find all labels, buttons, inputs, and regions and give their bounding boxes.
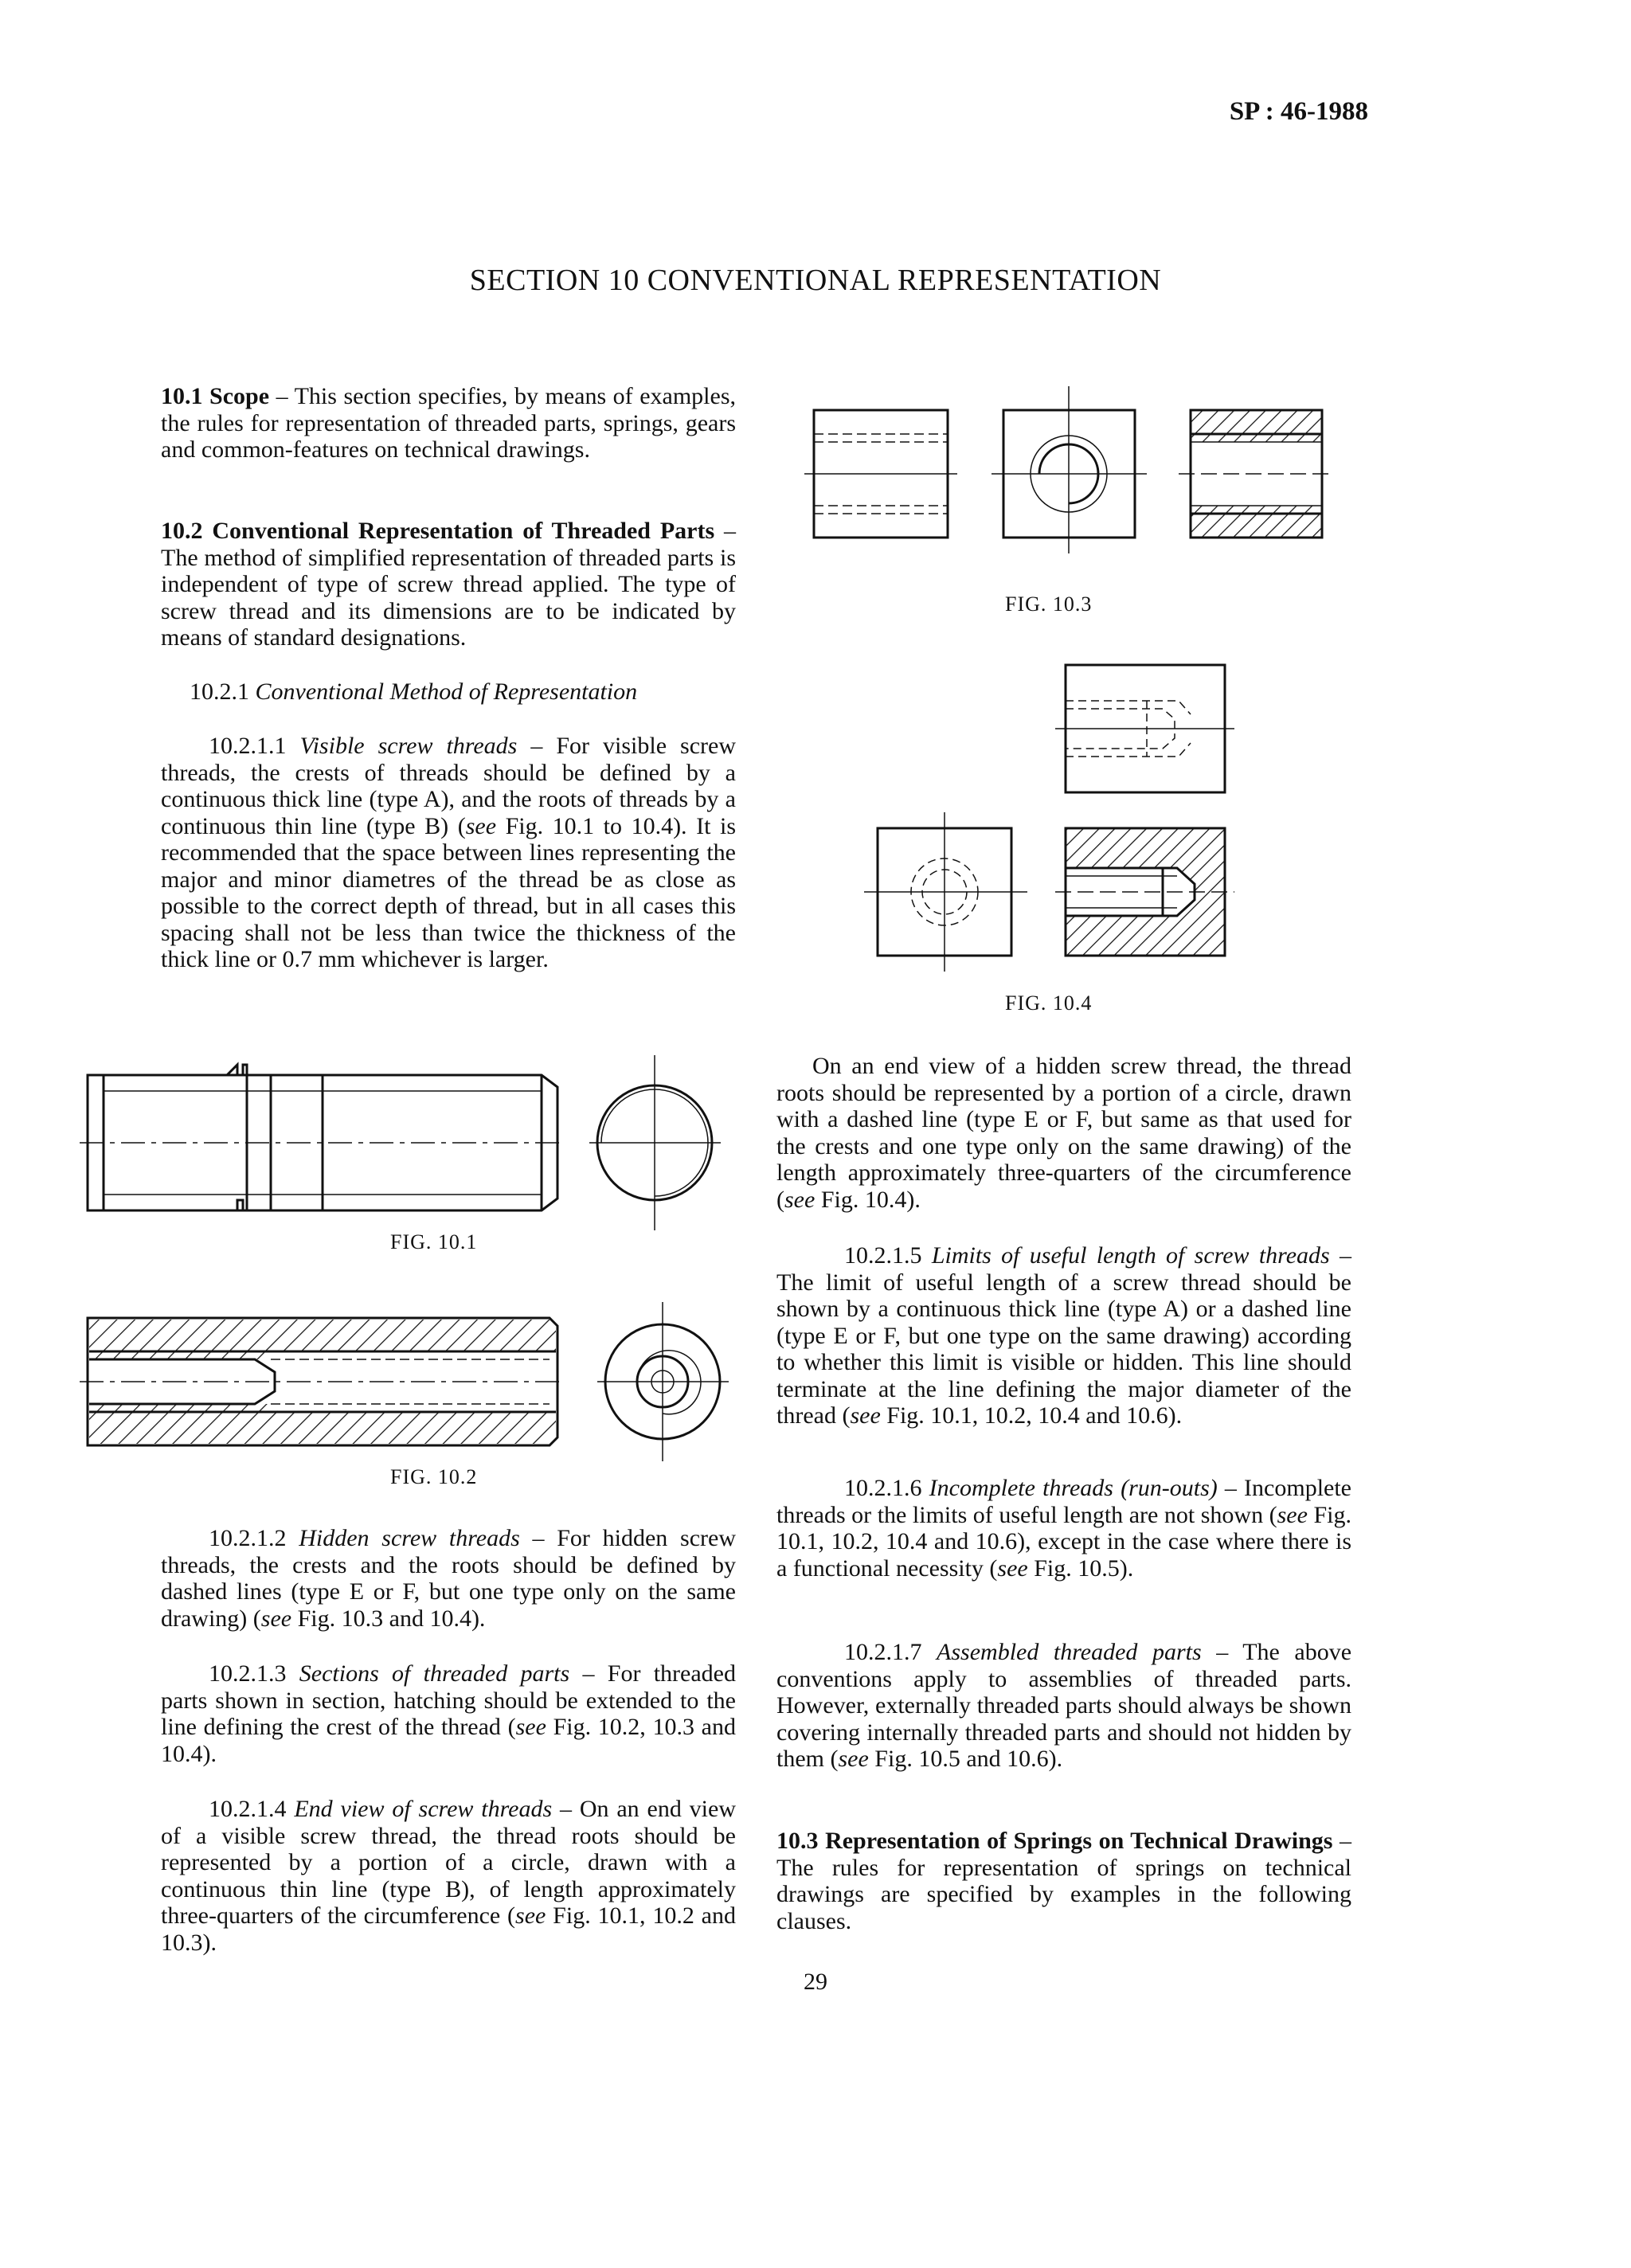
para-10-2-1-5: 10.2.1.5 Limits of useful length of screw threads – The limit of useful length of a screw thread should be shown by a continuous thick line (type A) or a dashed line (type E or F, but one type on the same drawing) according to whether this limit is visible or hidden. This line should terminate at the line defining the major diameter of the thread (see Fig. 10.1, 10.2, 10.4 and 10.6). — [776, 1242, 1352, 1429]
para-10-2-1-3: 10.2.1.3 Sections of threaded parts – For threaded parts shown in section, hatching should be extended to the line defining the crest of the thread (see Fig. 10.2, 10.3 and 10.4). — [161, 1660, 736, 1767]
para-10-2: 10.2 Conventional Representation of Threaded Parts – The method of simplified representation of threaded parts is independent of type of screw thread applied. The type of screw thread and its dimensions are to be indicated by means of standard designations. — [161, 518, 736, 651]
fig-10-1-drawing — [80, 1055, 733, 1230]
fig-10-4-drawing — [860, 657, 1290, 991]
section-title: SECTION 10 CONVENTIONAL REPRESENTATION — [469, 264, 1162, 297]
para-10-2-1-2: 10.2.1.2 Hidden screw threads – For hidden screw threads, the crests and the roots should be defined by dashed lines (type E or F, but one type only on the same drawing) (see Fig. 10.3 and 10.4). — [161, 1525, 736, 1632]
document-code: SP : 46-1988 — [1229, 97, 1368, 126]
para-10-1: 10.1 Scope – This section specifies, by means of examples, the rules for representation of threaded parts, springs, gears and common-features on technical drawings. — [161, 383, 736, 463]
fig-10-3-caption: FIG. 10.3 — [1005, 592, 1093, 616]
para-10-2-1-1: 10.2.1.1 Visible screw threads – For visible screw threads, the crests of threads should be defined by a continuous thick line (type A), and the roots of threads by a continuous thin line (type B) (see Fig. 10.1 to 10.4). It is recommended that the space between lines representing the major and minor diametres of the thread be as close as possible to the correct depth of thread, but in all cases this spacing shall not be less than twice the thickness of the thick line or 0.7 mm whichever is larger. — [161, 733, 736, 972]
fig-10-1-caption: FIG. 10.1 — [390, 1230, 478, 1253]
para-10-2-1: 10.2.1 Conventional Method of Representation — [190, 678, 638, 705]
fig-10-2-caption: FIG. 10.2 — [390, 1465, 478, 1488]
fig-10-4-caption: FIG. 10.4 — [1005, 991, 1093, 1015]
para-end-view-hidden: On an end view of a hidden screw thread, the thread roots should be represented by a portion of a circle, drawn with a dashed line (type E or F, but same as that used for the crests and one type only on the same drawing) of the length approximately three-quarters of the circumference (see Fig. 10.4). — [776, 1053, 1351, 1213]
para-10-2-1-6: 10.2.1.6 Incomplete threads (run-outs) – Incomplete threads or the limits of useful length are not shown (see Fig. 10.1, 10.2, 10.4 and 10.6), except in the case where there is a functional necessity (see Fig. 10.5). — [776, 1475, 1351, 1582]
page-number: 29 — [804, 1969, 827, 1995]
fig-10-3-drawing — [804, 382, 1346, 557]
fig-10-2-drawing — [80, 1302, 733, 1461]
para-10-2-1-4: 10.2.1.4 End view of screw threads – On an end view of a visible screw thread, the thread roots should be represented by a portion of a circle, drawn with a continuous thin line (type B), of length approximately three-quarters of the circumference (see Fig. 10.1, 10.2 and 10.3). — [161, 1796, 737, 1956]
para-10-2-1-7: 10.2.1.7 Assembled threaded parts – The above conventions apply to assemblies of threaded parts. However, externally threaded parts should always be shown covering internally threaded parts and should not hidden by them (see Fig. 10.5 and 10.6). — [776, 1639, 1352, 1772]
para-10-3: 10.3 Representation of Springs on Technical Drawings – The rules for representation of springs on technical drawings are specified by examples in the following clauses. — [776, 1828, 1352, 1934]
